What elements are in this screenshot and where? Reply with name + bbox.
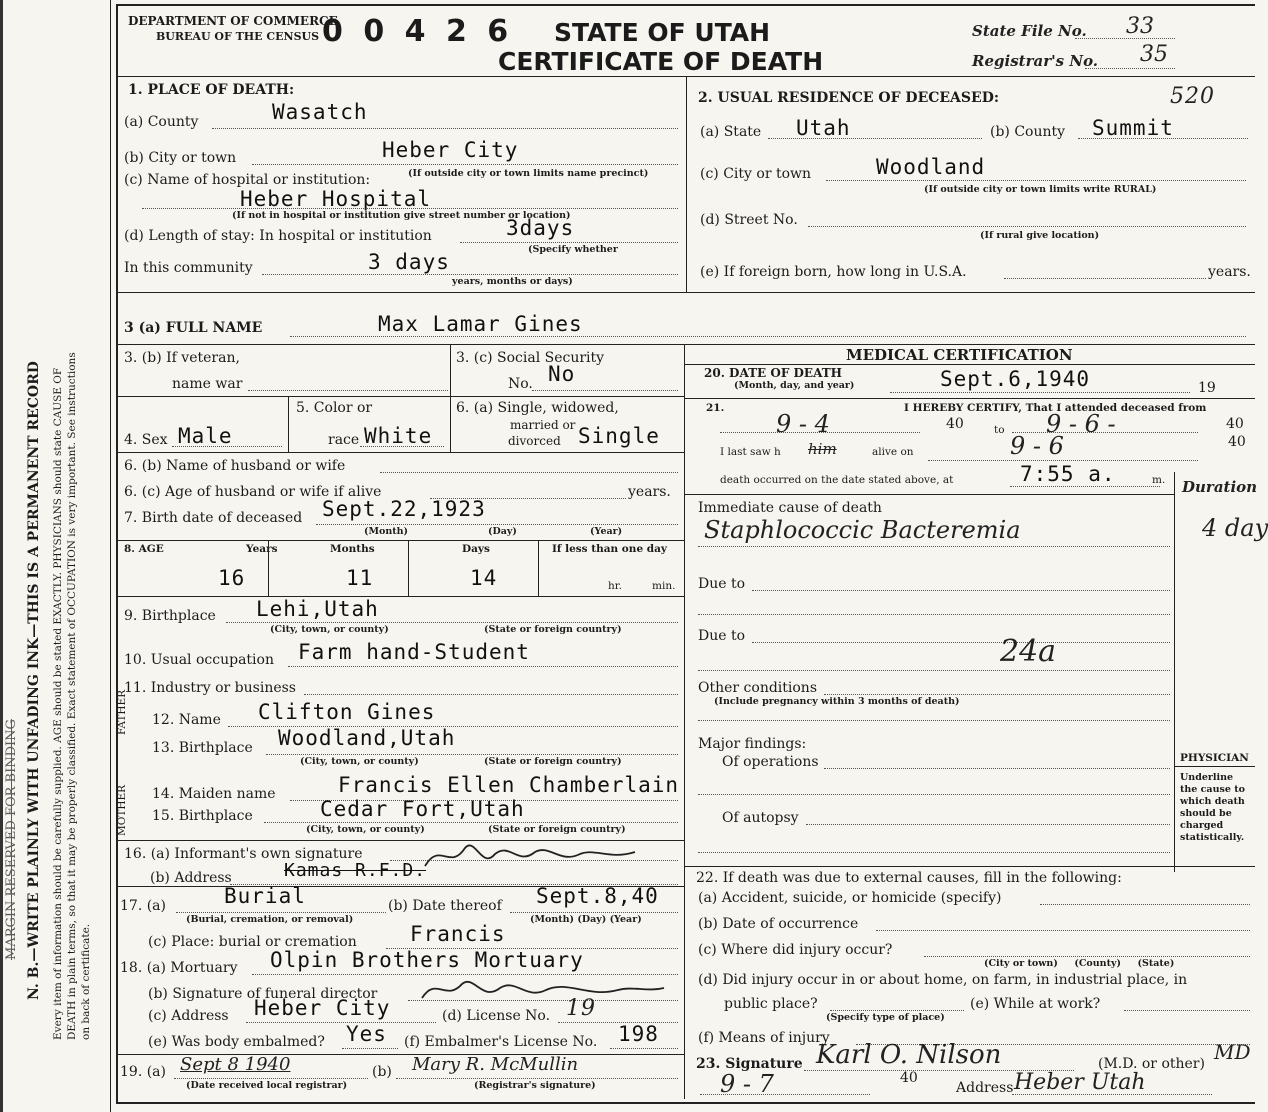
external-f-label: (f) Means of injury	[698, 1030, 830, 1046]
informant-address-value: Kamas R.F.D.	[284, 860, 427, 881]
immediate-cause-value: Staphlococcic Bacteremia	[704, 516, 1021, 544]
res-county-value: Summit	[1092, 116, 1174, 140]
mortuary-address-value: Heber City	[254, 996, 391, 1020]
physician-label: PHYSICIAN	[1180, 752, 1249, 764]
duration-value: 4 day	[1202, 514, 1268, 542]
specify-place-note: (Specify type of place)	[826, 1012, 945, 1023]
signature-date: 9 - 7	[720, 1070, 774, 1098]
mortuary-label: 18. (a) Mortuary	[120, 960, 238, 976]
spouse-years-label: years.	[628, 484, 671, 500]
cause-code-value: 24a	[1000, 634, 1057, 669]
ss-label: 3. (c) Social Security	[456, 350, 605, 366]
stay-value: 3days	[506, 216, 575, 240]
received-note: (Date received local registrar)	[186, 1080, 348, 1091]
ymd-note: years, months or days)	[452, 276, 573, 287]
received-label: 19. (a)	[120, 1064, 166, 1080]
margin-instruction-main: N. B.—WRITE PLAINLY WITH UNFADING INK—THIS IS A PERMANENT RECORD	[26, 361, 42, 1000]
age-hr-label: hr.	[608, 580, 622, 592]
father-bp-city-note: (City, town, or county)	[300, 756, 419, 767]
license-label: (d) License No.	[442, 1008, 551, 1024]
age-days-label: Days	[462, 543, 490, 555]
age-days-value: 14	[470, 566, 498, 590]
medical-heading: MEDICAL CERTIFICATION	[846, 346, 1073, 364]
attended-to-label: to	[994, 424, 1005, 436]
rural-note: (If outside city or town limits write RURAL)	[924, 184, 1157, 195]
spouse-name-label: 6. (b) Name of husband or wife	[124, 458, 346, 474]
sex-value: Male	[178, 424, 233, 448]
mother-name-label: 14. Maiden name	[152, 786, 276, 802]
city-label: (b) City or town	[124, 150, 237, 166]
death-occurred-label: death occurred on the date stated above, at	[720, 474, 954, 486]
birth-month-note: (Month)	[364, 526, 409, 537]
city-value: Heber City	[382, 138, 519, 162]
external-c-label: (c) Where did injury occur?	[698, 942, 893, 958]
signature-label: 23. Signature	[696, 1056, 803, 1072]
stay-label: (d) Length of stay: In hospital or institution	[124, 228, 432, 244]
marital-label-2: married or	[510, 418, 576, 432]
age-months-value: 11	[346, 566, 374, 590]
hospital-label: (c) Name of hospital or institution:	[124, 172, 371, 188]
race-label-2: race	[328, 432, 360, 448]
dod-label: 20. DATE OF DEATH	[704, 366, 842, 380]
attended-to-year: 40	[1226, 416, 1244, 432]
registrar-signature: Mary R. McMullin	[412, 1054, 579, 1075]
mother-birthplace-value: Cedar Fort,Utah	[320, 797, 525, 821]
of-autopsy-label: Of autopsy	[722, 810, 799, 826]
funeral-director-label: (b) Signature of funeral director	[148, 986, 378, 1002]
signature-address-label: Address	[956, 1080, 1014, 1096]
father-side-label: FATHER	[116, 689, 128, 735]
birthplace-value: Lehi,Utah	[256, 597, 379, 621]
birth-year-note: (Year)	[590, 526, 623, 537]
birth-date-value: Sept.22,1923	[322, 497, 486, 521]
attended-from-date: 9 - 4	[776, 410, 830, 438]
embalmer-license-value: 198	[618, 1022, 659, 1046]
attended-to-date: 9 - 6 -	[1046, 410, 1116, 438]
res-state-label: (a) State	[700, 124, 762, 140]
burial-type-note: (Burial, cremation, or removal)	[186, 914, 354, 925]
birthplace-label: 9. Birthplace	[124, 608, 216, 624]
immediate-cause-label: Immediate cause of death	[698, 500, 882, 516]
specify-note: (Specify whether	[528, 244, 618, 255]
hospital-value: Heber Hospital	[240, 187, 432, 211]
father-bp-state-note: (State or foreign country)	[484, 756, 622, 767]
burial-date-note: (Month) (Day) (Year)	[530, 914, 642, 925]
marital-value: Single	[578, 424, 660, 448]
foreign-years-label: years.	[1208, 264, 1251, 280]
mother-bp-city-note: (City, town, or county)	[306, 824, 425, 835]
alive-on-year: 40	[1228, 434, 1246, 450]
bureau-label: BUREAU OF THE CENSUS	[156, 30, 320, 43]
dod-value: Sept.6,1940	[940, 367, 1091, 391]
margin-instruction-3: on back of certificate.	[80, 923, 92, 1040]
external-e-label: (e) While at work?	[970, 996, 1101, 1012]
county-value: Wasatch	[272, 100, 368, 124]
duration-label: Duration	[1182, 478, 1258, 496]
binding-margin	[0, 0, 112, 1112]
external-causes-label: 22. If death was due to external causes, fill in the following:	[696, 870, 1122, 886]
alive-on-date: 9 - 6	[1010, 432, 1064, 460]
signature-address-value: Heber Utah	[1014, 1070, 1146, 1095]
res-city-value: Woodland	[876, 155, 986, 179]
burial-date-label: (b) Date thereof	[388, 898, 502, 914]
external-d-label: (d) Did injury occur in or about home, on farm, in industrial place, in	[698, 972, 1188, 988]
occupation-value: Farm hand-Student	[298, 640, 530, 664]
item-21: 21.	[706, 402, 725, 414]
dod-sub-label: (Month, day, and year)	[734, 380, 855, 391]
birthplace-state-note: (State or foreign country)	[484, 624, 622, 635]
margin-binding-note: MARGIN RESERVED FOR BINDING	[4, 719, 19, 960]
burial-type-value: Burial	[224, 884, 306, 908]
last-saw-label: I last saw h	[720, 446, 781, 458]
mortuary-value: Olpin Brothers Mortuary	[270, 948, 584, 972]
of-operations-label: Of operations	[722, 754, 819, 770]
alive-on-label: alive on	[872, 446, 914, 458]
embalmed-value: Yes	[346, 1022, 387, 1046]
burial-date-value: Sept.8,40	[536, 884, 659, 908]
age-min-label: min.	[652, 580, 676, 592]
major-findings-label: Major findings:	[698, 736, 807, 752]
informant-address-label: (b) Address	[150, 870, 232, 886]
informant-signature	[420, 836, 640, 876]
res-city-label: (c) City or town	[700, 166, 812, 182]
death-time-value: 7:55 a.	[1020, 462, 1116, 486]
margin-instruction-1: Every item of information should be carefully supplied. AGE should be stated EXACTLY. PHYSICIANS should state CAUSE OF	[52, 367, 64, 1040]
industry-label: 11. Industry or business	[124, 680, 296, 696]
street-label: (d) Street No.	[700, 212, 798, 228]
dod-19: 19	[1198, 380, 1216, 396]
md-other-label: (M.D. or other)	[1098, 1056, 1205, 1072]
state-title: STATE OF UTAH	[554, 18, 771, 47]
due-to-label-2: Due to	[698, 628, 746, 644]
marital-label-1: 6. (a) Single, widowed,	[456, 400, 619, 416]
burial-place-value: Francis	[410, 922, 506, 946]
birthplace-city-note: (City, town, or county)	[270, 624, 389, 635]
dept-label: DEPARTMENT OF COMMERCE	[128, 14, 338, 28]
md-handwritten: MD	[1214, 1040, 1251, 1064]
registrar-no-label: Registrar's No.	[972, 52, 1099, 70]
age-years-value: 16	[218, 566, 246, 590]
father-name-label: 12. Name	[152, 712, 221, 728]
father-birthplace-label: 13. Birthplace	[152, 740, 253, 756]
other-conditions-note: (Include pregnancy within 3 months of death)	[714, 696, 960, 707]
birth-day-note: (Day)	[488, 526, 517, 537]
ss-value: No	[548, 362, 576, 386]
external-a-label: (a) Accident, suicide, or homicide (specify)	[698, 890, 1002, 906]
full-name-value: Max Lamar Gines	[378, 312, 583, 336]
registrar-b-label: (b)	[372, 1064, 392, 1080]
county-label: (a) County	[124, 114, 199, 130]
external-b-label: (b) Date of occurrence	[698, 916, 859, 932]
community-label: In this community	[124, 260, 253, 276]
res-state-value: Utah	[796, 116, 851, 140]
hospital-note: (If outside city or town limits name precinct)	[408, 168, 649, 179]
due-to-label: Due to	[698, 576, 746, 592]
certify-text: I HEREBY CERTIFY, That I attended deceased from	[904, 402, 1207, 414]
license-value: 19	[566, 996, 596, 1021]
other-conditions-label: Other conditions	[698, 680, 818, 696]
veteran-label: 3. (b) If veteran,	[124, 350, 240, 366]
age-label: 8. AGE	[124, 543, 164, 555]
informant-sig-label: 16. (a) Informant's own signature	[124, 846, 363, 862]
mother-name-value: Francis Ellen Chamberlain	[338, 773, 680, 797]
race-label-1: 5. Color or	[296, 400, 373, 416]
physician-signature: Karl O. Nilson	[816, 1040, 1002, 1070]
residence-code: 520	[1170, 84, 1215, 109]
rural-location-note: (If rural give location)	[980, 230, 1100, 241]
mortuary-address-label: (c) Address	[148, 1008, 229, 1024]
full-name-label: 3 (a) FULL NAME	[124, 320, 263, 336]
father-name-value: Clifton Gines	[258, 700, 436, 724]
race-value: White	[364, 424, 433, 448]
ss-no-label: No.	[508, 376, 533, 392]
mother-side-label: MOTHER	[116, 784, 128, 836]
age-years-label: Years	[246, 543, 278, 555]
burial-place-label: (c) Place: burial or cremation	[148, 934, 357, 950]
external-d2-label: public place?	[724, 996, 818, 1012]
registrar-sig-note: (Registrar's signature)	[474, 1080, 596, 1091]
received-date-value: Sept 8 1940	[180, 1054, 291, 1075]
underline-note: Underline the cause to which death should be charged statistically.	[1180, 772, 1245, 843]
certificate-number: 0 0 4 2 6	[322, 14, 514, 49]
state-file-value: 33	[1126, 14, 1154, 39]
mother-bp-state-note: (State or foreign country)	[488, 824, 626, 835]
mother-birthplace-label: 15. Birthplace	[152, 808, 253, 824]
embalmer-license-label: (f) Embalmer's License No.	[404, 1034, 598, 1050]
sex-label: 4. Sex	[124, 432, 168, 448]
external-ctc-note: (City or town) (County) (State)	[984, 958, 1175, 969]
age-months-label: Months	[330, 543, 375, 555]
veteran-war-label: name war	[172, 376, 243, 392]
foreign-born-label: (e) If foreign born, how long in U.S.A.	[700, 264, 967, 280]
community-value: 3 days	[368, 250, 450, 274]
age-less-label: If less than one day	[552, 543, 668, 555]
occupation-label: 10. Usual occupation	[124, 652, 274, 668]
margin-instruction-2: DEATH in plain terms, so that it may be properly classified. Exact statement of OCCUPATION is very important. See instructions	[66, 352, 78, 1040]
place-of-death-heading: 1. PLACE OF DEATH:	[128, 82, 295, 98]
death-time-m: m.	[1152, 474, 1166, 486]
last-saw-him: him	[808, 440, 837, 458]
registrar-no-value: 35	[1140, 42, 1168, 67]
hospital-note-2: (If not in hospital or institution give street number or location)	[232, 210, 571, 221]
signature-year: 40	[900, 1070, 918, 1086]
funeral-director-signature	[418, 972, 668, 1008]
spouse-age-label: 6. (c) Age of husband or wife if alive	[124, 484, 382, 500]
embalmed-label: (e) Was body embalmed?	[148, 1034, 325, 1050]
res-county-label: (b) County	[990, 124, 1066, 140]
state-file-label: State File No.	[972, 22, 1087, 40]
birth-date-label: 7. Birth date of deceased	[124, 510, 303, 526]
attended-from-year: 40	[946, 416, 964, 432]
certificate-title: CERTIFICATE OF DEATH	[498, 47, 824, 76]
residence-heading: 2. USUAL RESIDENCE OF DECEASED:	[698, 90, 1000, 106]
burial-label: 17. (a)	[120, 898, 166, 914]
father-birthplace-value: Woodland,Utah	[278, 726, 456, 750]
marital-label-3: divorced	[508, 434, 561, 448]
